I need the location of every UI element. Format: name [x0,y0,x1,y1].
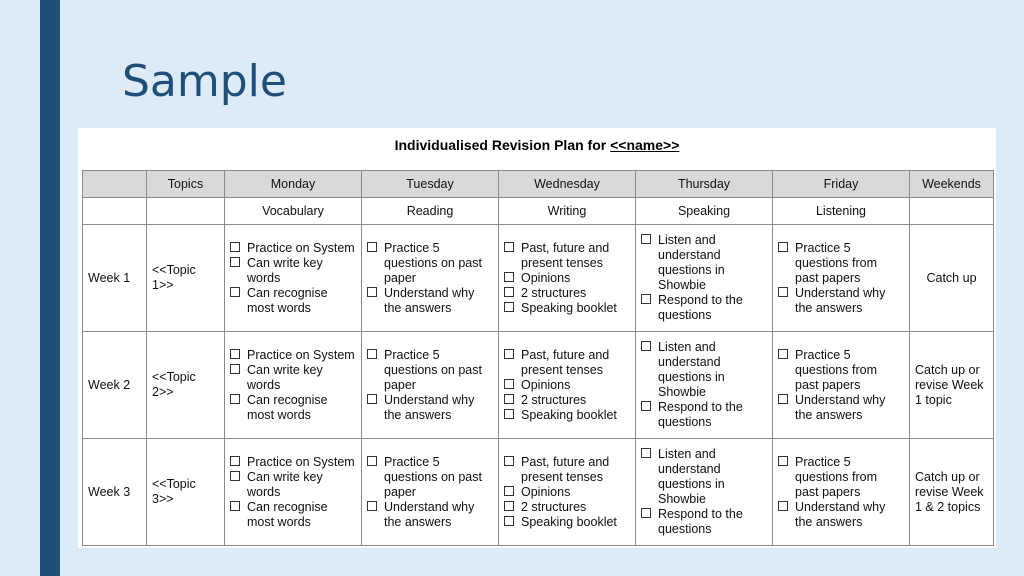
checkbox-icon [641,234,651,244]
document-title-name: <<name>> [610,137,680,153]
week-row [83,225,994,332]
task-item [230,363,356,393]
header-row [83,171,994,198]
task-text: Practice 5 questions from past papers [795,454,877,499]
week-label: Week 3 [83,439,147,546]
task-text: Speaking booklet [521,514,617,529]
task-item [504,241,630,271]
task-text: Practice 5 questions on past paper [384,347,482,392]
task-text: Listen and understand questions in Showbie [658,233,725,292]
task-item [504,408,630,423]
task-text: Past, future and present tenses [521,454,610,484]
task-item [778,286,904,316]
weekend-cell: Catch up [910,225,994,332]
task-cell-wednesday [499,225,636,332]
checkbox-icon [641,448,651,458]
task-cell-friday [773,332,910,439]
weekend-cell: Catch up or revise Week 1 topic [910,332,994,439]
checkbox-icon [641,294,651,304]
task-list [778,455,904,530]
task-item [230,500,356,530]
task-text: 2 structures [521,285,587,300]
task-cell-monday [225,439,362,546]
skill-cell [147,198,225,225]
task-item [778,455,904,500]
document-title [78,137,996,153]
checkbox-icon [504,501,514,511]
skill-cell [910,198,994,225]
task-cell-friday [773,439,910,546]
task-list [230,455,356,530]
task-item [230,241,356,256]
checkbox-icon [230,471,240,481]
task-list [504,455,630,530]
slide-accent-bar [40,0,60,576]
task-item [367,455,493,500]
task-text: Can recognise most words [247,392,328,422]
task-item [778,393,904,423]
task-item [641,233,767,293]
task-cell-tuesday [362,439,499,546]
task-item [504,515,630,530]
task-text: Can recognise most words [247,285,328,315]
task-list [367,455,493,530]
task-text: Understand why the answers [795,499,886,529]
task-text: Speaking booklet [521,407,617,422]
task-text: Respond to the questions [658,507,743,536]
task-cell-wednesday [499,332,636,439]
task-list [367,241,493,316]
skill-cell: Vocabulary [225,198,362,225]
header-cell: Monday [225,171,362,198]
checkbox-icon [778,501,788,511]
checkbox-icon [230,257,240,267]
task-list [230,241,356,316]
task-cell-wednesday [499,439,636,546]
task-item [778,348,904,393]
task-item [504,393,630,408]
checkbox-icon [504,516,514,526]
task-text: Understand why the answers [795,392,886,422]
task-cell-friday [773,225,910,332]
task-text: Understand why the answers [384,392,475,422]
checkbox-icon [504,302,514,312]
task-item [641,447,767,507]
task-text: Practice 5 questions on past paper [384,454,482,499]
checkbox-icon [504,456,514,466]
revision-plan-table [82,170,994,546]
task-item [367,241,493,286]
task-text: Listen and understand questions in Showbie [658,447,725,506]
checkbox-icon [504,242,514,252]
task-text: Respond to the questions [658,293,743,322]
task-text: Practice 5 questions from past papers [795,240,877,285]
header-cell: Tuesday [362,171,499,198]
task-text: Can recognise most words [247,499,328,529]
task-item [504,500,630,515]
document-image [78,128,996,548]
week-label: Week 2 [83,332,147,439]
task-item [367,393,493,423]
task-item [230,393,356,423]
checkbox-icon [504,409,514,419]
task-item [230,348,356,363]
task-cell-thursday [636,225,773,332]
task-list [504,241,630,316]
task-item [641,340,767,400]
task-list [641,447,767,537]
task-cell-monday [225,332,362,439]
checkbox-icon [778,349,788,359]
task-list [230,348,356,423]
week-label: Week 1 [83,225,147,332]
task-text: Speaking booklet [521,300,617,315]
task-cell-tuesday [362,332,499,439]
checkbox-icon [367,287,377,297]
task-text: Can write key words [247,362,323,392]
task-item [230,455,356,470]
checkbox-icon [230,456,240,466]
checkbox-icon [504,394,514,404]
task-text: Listen and understand questions in Showbie [658,340,725,399]
checkbox-icon [504,287,514,297]
task-list [641,340,767,430]
checkbox-icon [504,349,514,359]
task-text: Understand why the answers [384,285,475,315]
task-text: Practice 5 questions on past paper [384,240,482,285]
task-text: Understand why the answers [384,499,475,529]
task-item [504,271,630,286]
task-text: Practice on System [247,454,355,469]
task-item [230,256,356,286]
task-item [230,470,356,500]
task-text: Practice 5 questions from past papers [795,347,877,392]
skill-cell: Listening [773,198,910,225]
header-cell: Friday [773,171,910,198]
header-cell [83,171,147,198]
task-text: Can write key words [247,469,323,499]
task-text: Opinions [521,270,571,285]
header-cell: Thursday [636,171,773,198]
task-text: Respond to the questions [658,400,743,429]
task-text: Past, future and present tenses [521,240,610,270]
topic-cell: <<Topic 1>> [147,225,225,332]
task-cell-thursday [636,439,773,546]
checkbox-icon [641,341,651,351]
task-text: Opinions [521,377,571,392]
task-list [778,241,904,316]
week-row [83,439,994,546]
task-item [778,500,904,530]
checkbox-icon [367,349,377,359]
task-text: Practice on System [247,347,355,362]
weekend-cell: Catch up or revise Week 1 & 2 topics [910,439,994,546]
checkbox-icon [367,501,377,511]
task-text: Understand why the answers [795,285,886,315]
task-item [641,293,767,323]
task-list [641,233,767,323]
task-item [504,485,630,500]
task-list [367,348,493,423]
checkbox-icon [367,456,377,466]
task-item [230,286,356,316]
task-text: 2 structures [521,499,587,514]
task-cell-thursday [636,332,773,439]
header-cell: Weekends [910,171,994,198]
task-text: Practice on System [247,240,355,255]
task-text: Can write key words [247,255,323,285]
task-item [504,286,630,301]
checkbox-icon [778,242,788,252]
header-cell: Wednesday [499,171,636,198]
task-item [367,348,493,393]
task-text: 2 structures [521,392,587,407]
task-item [504,301,630,316]
week-row [83,332,994,439]
task-item [641,400,767,430]
header-cell: Topics [147,171,225,198]
task-item [367,500,493,530]
task-item [778,241,904,286]
checkbox-icon [367,394,377,404]
skill-cell [83,198,147,225]
checkbox-icon [504,272,514,282]
skill-cell: Reading [362,198,499,225]
task-text: Opinions [521,484,571,499]
checkbox-icon [230,364,240,374]
checkbox-icon [230,287,240,297]
checkbox-icon [230,349,240,359]
task-item [367,286,493,316]
checkbox-icon [778,394,788,404]
task-list [778,348,904,423]
slide-title: Sample [122,56,287,107]
skill-row [83,198,994,225]
skill-cell: Writing [499,198,636,225]
checkbox-icon [778,456,788,466]
task-list [504,348,630,423]
checkbox-icon [230,394,240,404]
document-title-prefix: Individualised Revision Plan for [394,137,611,153]
topic-cell: <<Topic 2>> [147,332,225,439]
task-item [504,455,630,485]
task-item [641,507,767,537]
task-cell-tuesday [362,225,499,332]
checkbox-icon [367,242,377,252]
checkbox-icon [230,501,240,511]
checkbox-icon [778,287,788,297]
checkbox-icon [230,242,240,252]
checkbox-icon [504,486,514,496]
task-text: Past, future and present tenses [521,347,610,377]
task-item [504,348,630,378]
task-item [504,378,630,393]
checkbox-icon [641,508,651,518]
topic-cell: <<Topic 3>> [147,439,225,546]
checkbox-icon [641,401,651,411]
checkbox-icon [504,379,514,389]
skill-cell: Speaking [636,198,773,225]
task-cell-monday [225,225,362,332]
